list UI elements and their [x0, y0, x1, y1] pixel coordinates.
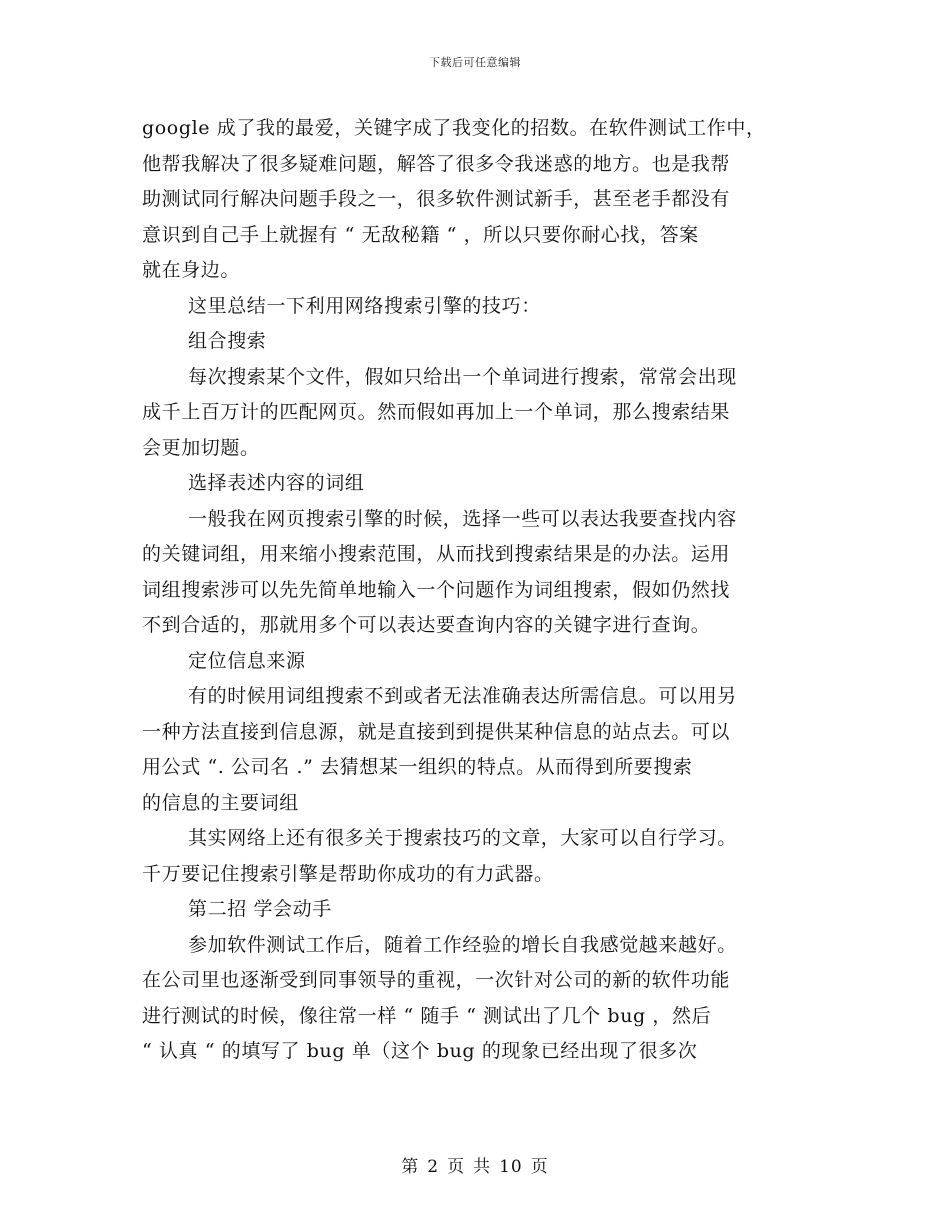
text-line: 千万要记住搜索引擎是帮助你成功的有力武器。 [142, 862, 554, 885]
text-line: 参加软件测试工作后，随着工作经验的增长自我感觉越来越好。 [188, 933, 737, 956]
footer-current-page: 2 [427, 1157, 440, 1177]
footer-page-word: 页 [447, 1157, 466, 1177]
text-line: 的信息的主要词组 [142, 791, 299, 814]
footer-total-word: 共 [473, 1157, 492, 1177]
text-line: 定位信息来源 [188, 649, 306, 672]
text-line: 有的时候用词组搜索不到或者无法准确表达所需信息。可以用另 [188, 685, 737, 707]
text-line: 一般我在网页搜索引擎的时候，选择一些可以表达我要查找内容 [188, 507, 737, 530]
footer-suffix: 页 [530, 1157, 549, 1177]
text-line: google 成了我的最爱，关键字成了我变化的招数。在软件测试工作中， [142, 117, 766, 139]
text-line: 第二招 学会动手 [188, 898, 332, 920]
footer-total-pages: 10 [499, 1157, 523, 1177]
text-line: 他帮我解决了很多疑难问题，解答了很多令我迷惑的地方。也是我帮 [142, 152, 731, 175]
text-line: 进行测试的时候，像往常一样 “ 随手 “ 测试出了几个 bug ，然后 [142, 1004, 712, 1027]
text-line: 一种方法直接到信息源，就是直接到到提供某种信息的站点去。可以 [142, 720, 731, 743]
text-line: “ 认真 “ 的填写了 bug 单（这个 bug 的现象已经出现了很多次 [142, 1040, 698, 1062]
text-line: 不到合适的，那就用多个可以表达要查询内容的关键字进行查询。 [142, 614, 711, 636]
text-line: 组合搜索 [188, 330, 267, 352]
text-line: 在公司里也逐渐受到同事领导的重视，一次针对公司的新的软件功能 [142, 969, 731, 991]
text-line: 的关键词组，用来缩小搜索范围，从而找到搜索结果是的办法。运用 [142, 543, 731, 565]
text-line: 每次搜索某个文件，假如只给出一个单词进行搜索，常常会出现 [188, 365, 737, 388]
text-line: 意识到自己手上就握有 “ 无敌秘籍 “ ，所以只要你耐心找，答案 [142, 223, 699, 246]
text-line: 就在身边。 [142, 259, 241, 281]
page-header: 下载后可任意编辑 [429, 56, 521, 69]
text-line: 成千上百万计的匹配网页。然而假如再加上一个单词，那么搜索结果 [142, 401, 731, 423]
body-text [142, 111, 804, 1070]
text-line: 会更加切题。 [142, 436, 260, 459]
footer-prefix: 第 [401, 1157, 420, 1177]
text-line: 词组搜索涉可以先先简单地输入一个问题作为词组搜索，假如仍然找 [142, 578, 731, 601]
text-line: 这里总结一下利用网络搜索引擎的技巧： [188, 294, 541, 317]
page-footer [0, 1152, 950, 1177]
text-line: 用公式 “. 公司名 .” 去猜想某一组织的特点。从而得到所要搜索 [142, 756, 693, 778]
text-line: 其实网络上还有很多关于搜索技巧的文章，大家可以自行学习。 [188, 827, 737, 849]
text-line: 选择表述内容的词组 [188, 472, 365, 494]
text-line: 助测试同行解决问题手段之一，很多软件测试新手，甚至老手都没有 [142, 188, 731, 210]
